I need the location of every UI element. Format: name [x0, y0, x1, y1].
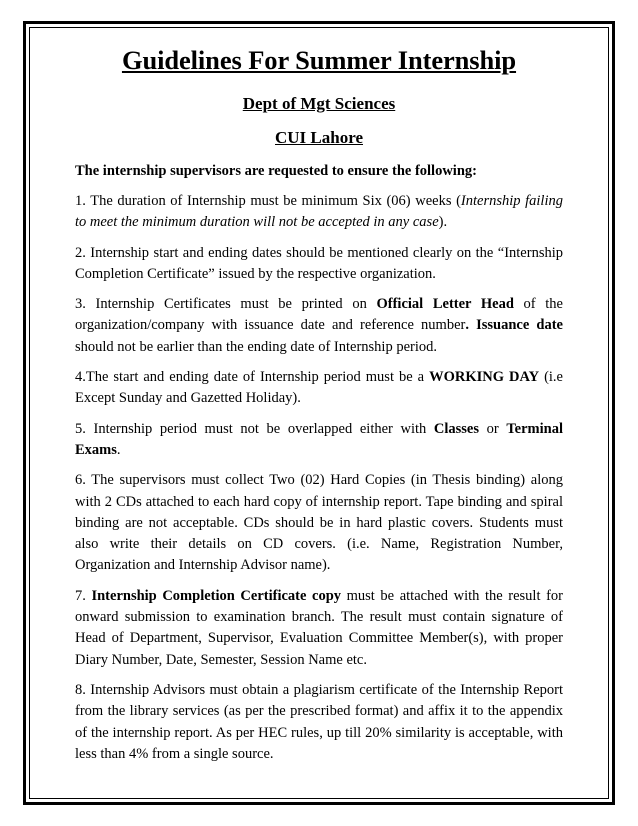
- document-body: [75, 40, 563, 765]
- guideline-item-7: 7. Internship Completion Certificate copy must be attached with the result for onward submission to examination branch. The result must contain signature of Head of Department, Supervisor, Evaluation Committee Member(s), with proper Diary Number, Date, Semester, Session Name etc.: [75, 587, 563, 668]
- guideline-item-2: 2. Internship start and ending dates should be mentioned clearly on the “Internship Completion Certificate” issued by the respective organization.: [75, 244, 563, 282]
- intro-statement: The internship supervisors are requested to ensure the following:: [75, 163, 477, 179]
- guideline-item-5: 5. Internship period must not be overlapped either with Classes or Terminal Exams.: [75, 420, 563, 458]
- guideline-item-1: 1. The duration of Internship must be minimum Six (06) weeks (Internship failing to meet the minimum duration will not be accepted in any case).: [75, 193, 563, 231]
- guideline-item-3: 3. Internship Certificates must be printed on Official Letter Head of the organization/company with issuance date and reference number. Issuance date should not be earlier than the ending date of Internship period.: [75, 296, 563, 355]
- guideline-item-6: 6. The supervisors must collect Two (02) Hard Copies (in Thesis binding) along with 2 CDs attached to each hard copy of internship report. Tape binding and spiral binding are not acceptable. CDs should be in hard plastic covers. Students must also write their details on CD covers. (i.e. Name, Registration Number, Organization and Internship Advisor name).: [75, 472, 563, 574]
- guideline-item-4: 4.The start and ending date of Internship period must be a WORKING DAY (i.e Except Sunday and Gazetted Holiday).: [75, 369, 563, 407]
- document-title: Guidelines For Summer Internship: [121, 45, 517, 75]
- campus-heading: CUI Lahore: [275, 128, 363, 147]
- guideline-item-8: 8. Internship Advisors must obtain a plagiarism certificate of the Internship Report from the library services (as per the prescribed format) and affix it to the appendix of the internship report. As per HEC rules, up till 20% similarity is acceptable, with less than 4% from a single source.: [75, 681, 563, 762]
- department-heading: Dept of Mgt Sciences: [242, 94, 396, 113]
